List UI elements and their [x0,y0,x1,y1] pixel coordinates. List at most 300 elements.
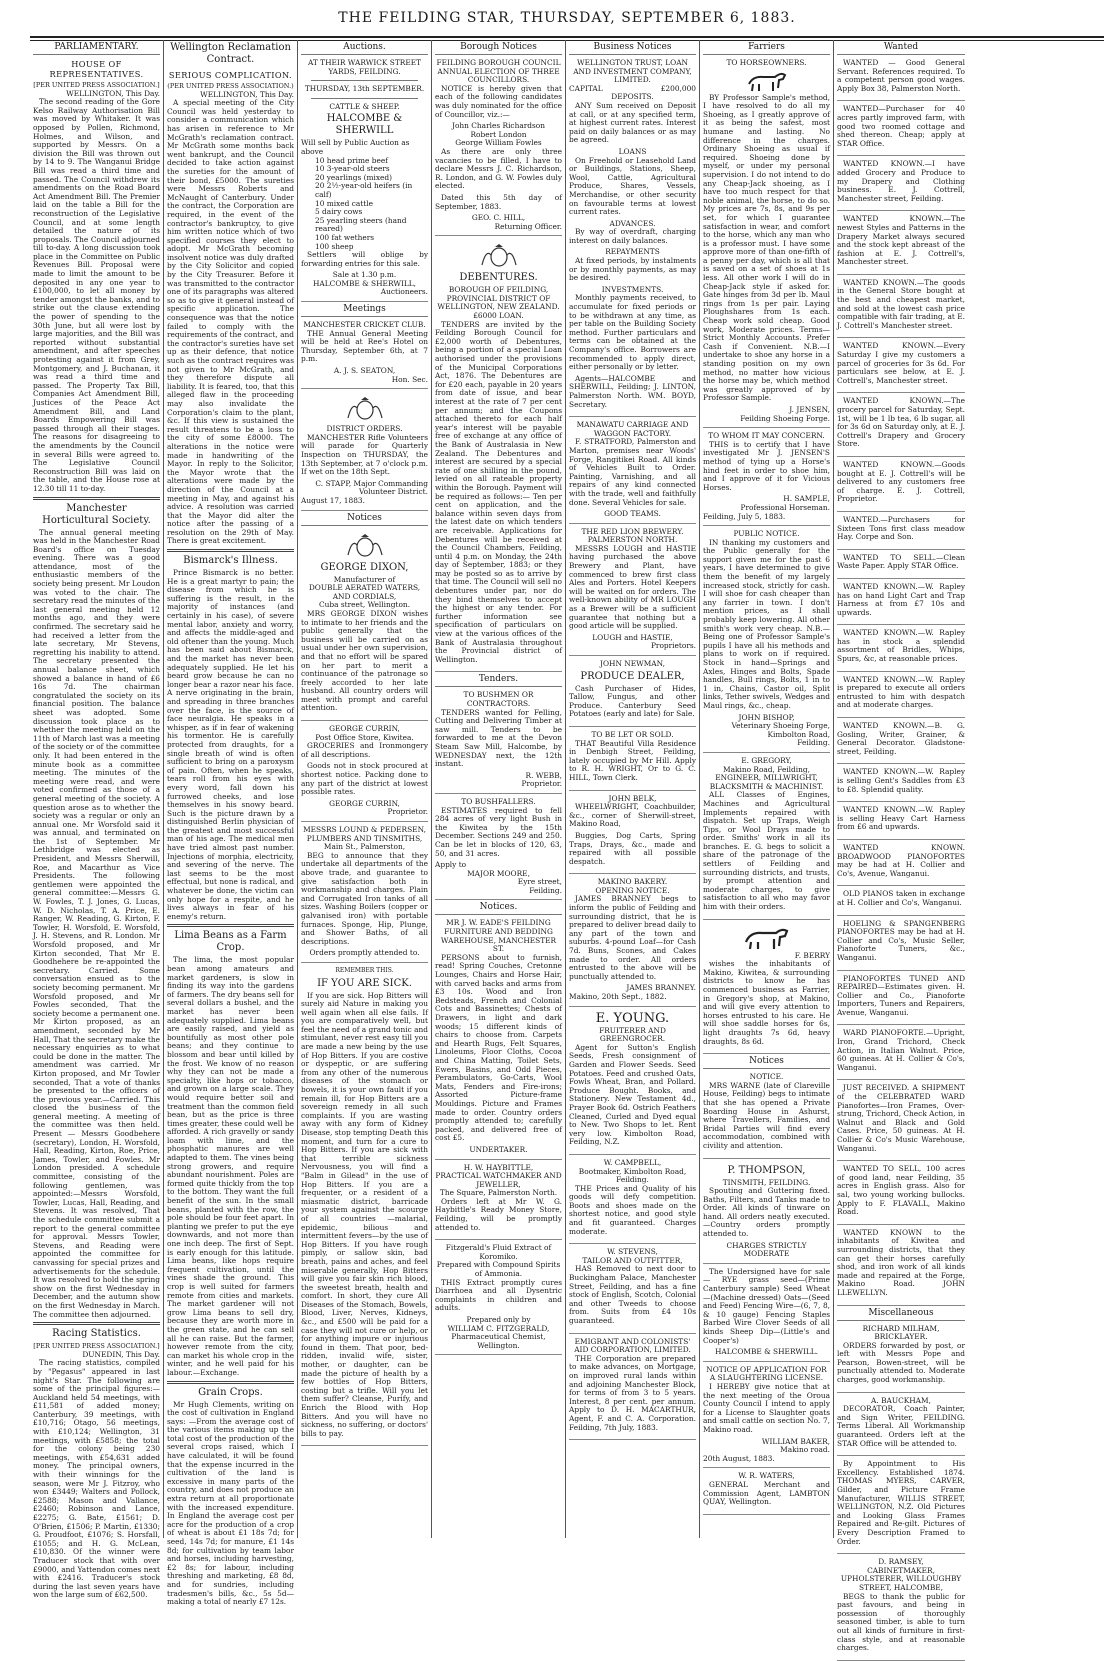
ad-line: Makino Road, Feilding, [723,764,810,774]
warne-ad [703,1071,830,1158]
ad-body: Spouting and Guttering fixed. Baths, Filters, and Tanks made to Order. All kinds of tinware on hand. All orders neatly executed.—Country orders promptly attended to. [703,1186,830,1239]
dateline: DUNEDIN, This Day. [82,1349,160,1359]
ad-sign: Volunteer District. [359,487,428,497]
ad-line: CATTLE & SHEEP. [329,101,400,111]
ad-body: BEG to announce that they undertake all departments of the above trade, and guarantee to give satisfaction both in workmanship and charges. Plain and Corrugated Iron tanks of all sizes. Washing Boilers (copper or galvanised iron) with portable furnaces. Sponge, Hip, Plunge, and Shower Baths, of all descriptions. [301,850,428,946]
ad-body: I HEREBY give notice that at the next meeting of the Oroua County Council I intend to apply for a License to Slaughter goats and small cattle on section No. 7, Makino road. [703,1381,830,1434]
column-4 [432,40,566,1538]
wanted-ad [837,627,965,671]
ad-line: Manufacturer of [333,574,396,584]
ad-title: RICHARD MILHAM, [862,1323,940,1333]
ad-title: P. THOMPSON, [727,1164,806,1176]
candidate-name: George William Fowles [455,138,542,148]
ad-body: WANTED KNOWN.—W. Rapley has in stock a splendid assortment of Bridles, Whips, Spurs, &c, at reasonable prices. [837,628,965,664]
ad-sign: Proprietor. [387,807,428,817]
ad-body: By Appointment to His Excellency. Established 1874. THOMAS MYERS, CARVER, Gilder, and Picture Frame Manufacturer, WILLIS STREET, WELLINGTON, N.Z. Old Pictures and Looking Glass Frames Repaired and Re-gilt. Pictures of Every Description Framed to Order. [837,1459,965,1546]
slaughter-ad [703,1364,830,1469]
ad-body: HOELING & SPANGENBERG PIANOFORTES may be had at H. Collier and Co's, Music Seller, Pianoforte Tuners, &c., Wanganui. [837,918,965,962]
column-1 [30,40,164,1600]
royal-crest-icon [342,396,388,422]
ad-body: WANTED KNOWN.—The grocery parcel for Saturday, Sept. 1st, will be 1 lb tea, 6 lb sugar, all for 3s 6d on Saturday only, at E. J. Cottrell's Drapery and Grocery Store. [837,396,965,449]
myers-ad [837,1458,965,1554]
column-2 [164,40,298,1607]
ad-title: F. BERRY [794,950,830,960]
ad-body: JUST RECEIVED. A SHIPMENT of the CELEBRATED WARD Pianofortes—Iron Frames, Over-strung, Trichord, Check Action, in Walnut and Black and Gold Cases. Price, 50 guineas. At H. Collier & Co's Music Warehouse, Wanganui. [837,1083,965,1153]
ad-title: NOTICE. [749,1072,784,1082]
thompson-ad [703,1161,830,1264]
lot-item: 100 fat wethers [315,232,375,242]
ad-body: WANTED TO SELL, 100 acres of good land, near Feilding, 35 acres in English grass. Also for sal, two young working bullocks. Apply to F. FLAVALL, Makino Road. [837,1164,965,1217]
ad-body: Buggies, Dog Carts, Spring Traps, Drays, &c., made and repaired with all possible despatch. [569,830,696,866]
ad-body: F. STRATFORD, Palmerston and Marton, premises near Woods' Forge, Rangitikei Road. All kinds of Vehicles Built to Order. Painting, Varnishing, and all repairs of any kind connected with the trade, well and faithfully done. Several Vehicles for sale. [569,437,696,507]
campbell-ad [569,1157,696,1244]
ad-subtitle: DEPOSITS. [611,92,654,102]
piano-ad [837,973,965,1026]
bishop-ad [703,528,830,753]
article-heading: Bismarck's Illness. [183,555,278,567]
ad-date: 20th August, 1883. [703,1453,775,1463]
ad-body: BEGS to thank the public for past favours, and being in possession of thoroughly seasoned timber, is able to turn out all kinds of furniture in first-class style, and at reasonable charges. [837,1591,965,1653]
divider [167,1381,294,1384]
ad-sign: Proprietor. [521,779,562,789]
divider [167,549,294,552]
column-7 [834,40,968,1653]
ad-subtitle: TINSMITH, FEILDING. [722,1177,811,1187]
ad-sign: WILLIAM BAKER, [761,1436,830,1446]
ad-date: August 17, 1883. [301,495,365,505]
ad-body: ALL Classes of Engines, Machines and Agricultural Implements repaired with dispatch. Set up Traps, Weigh Tips, or Wool Drays made to order. Smiths' work in all its branches. E. G. begs to solicit a share of the patronage of the settlers of Feilding and surrounding districts, and trusts, by prompt attention and moderate charges, to give satisfaction to all who may favor him with their orders. [703,790,830,912]
wanted-ad [837,674,965,718]
fitzgerald-ad [435,1242,562,1355]
trust-company-ad [569,57,696,417]
ad-date: Feilding, July 5, 1883. [703,511,786,521]
forge-ad [837,1227,965,1306]
ad-line: UNDERTAKER. [469,1144,528,1154]
auction-ad [301,57,428,302]
ad-title: EMIGRANT AND COLONISTS' AID CORPORATION, LIMITED. [574,1336,691,1355]
ad-body: WANTED—Purchaser for 40 acres partly improved farm, with good two roomed cottage and shed thereon. Cheap; apply at STAR Office. [837,104,965,148]
ad-sign: Veterinary Shoeing Forge, [731,721,830,731]
ad-sign: A. J. S. SEATON, [333,366,396,376]
ad-body: WANTED KNOWN to the inhabitants of Kiwitea and surrounding districts, that they can get their horses carefully shod, and iron work of all kinds made and repaired at the Forge, Makino Road. JOHN LLEWELLYN. [837,1227,965,1297]
ad-subtitle: PRODUCE DEALER, [580,670,685,682]
ad-body: NOTICE is hereby given that each of the following candidates was duly nominated for the office of Councillor, viz.:— [435,83,562,119]
ad-subtitle: OPENING NOTICE. [595,885,670,895]
section-heading: Auctions. [301,42,428,55]
lot-item: 20 2½-year-old heifers (in calf) [315,181,413,199]
article-body: A special meeting of the City Council was held yesterday to consider a communication which has arisen in reference to Mr McGrath's reclamation contract. Mr McGrath some months back went bankrupt, and the Council decided to take action against the sureties for the amount of their bond, £5000. The sureties were Messrs Roberts and McNaught of Canterbury. Under the contract, the Corporation are required, in the event of the contractor's bankruptcy, to give him written notice which of two specified courses they elect to adopt. Mr McGrath becoming insolvent notice was duly drafted by the City Solicitor and copied by the City Treasurer. Before it was transmitted to the contractor one of its paragraphs was altered so as to give it general instead of specific application. The consequence was that the notice failed to comply with the requirements of the contract, and the contractor's sureties have set up as their defence, that notice such as the contract requires was not given to Mr McGrath, and they therefore dispute all liability. It is feared, too, that this alleged flaw in the proceeding may also invalidate the Corporation's claim to the plant, &c. If this view is sustained the result threatens to be a loss to the city of some £8000. The alterations in the notice were made in handwriting of the Mayor. In reply to the Solicitor, the Mayor wrote that the alterations were made by the direction of the Council at a meeting in May, and against his advice. A resolution was carried that the Mayor did alter the notice after the passing of a resolution on the 29th of May. There is great excitement. [167,98,294,546]
newspaper-columns [30,40,1104,1653]
ad-sign: MAJOR MOORE, [467,868,530,878]
ad-title: MANCHESTER CRICKET CLUB. [303,320,426,330]
ad-subtitle: PALMERSTON NORTH. [587,535,678,545]
ad-line: PLUMBERS AND TINSMITHS, [306,833,423,843]
ad-line: The Square, Palmerston North. [439,1188,558,1198]
let-ad [569,729,696,791]
column-3 [298,40,432,1538]
ad-body: MRS WARNE (late of Clareville House, Feilding) begs to intimate that she has opened a Private Boarding House in Ashurst, where Travellers, Families, and Bridal Parties will find every accommodation, combined with civility and attention. [703,1080,830,1150]
young-ad [569,1009,696,1155]
article-body: The annual general meeting was held in the Manchester Road Board's office on Tuesday evening. There was a good attendance, most of the enthusiastic members of the society being present. Mr Loudon was voted to the chair. The secretary read the minutes of the last general meeting held 12 months ago, and they were confirmed. The secretary said he had received a letter from the late secretary, Mr Stevens, regretting his inability to attend. The secretary presented the annual balance sheet, which showed a balance in hand of £6 16s 7d. The chairman congratulated the society on its financial position. The balance sheet was adopted. Some discussion took place as to whether the meeting held on the 11th of March last was a meeting of the society or of the committee only. It had been entered in the minute book as a committee meeting. The minutes of the meeting were read, and were voted confirmed as those of a general meeting of the society. A question arose as to whether the society was a regular or only an annual one. Mr Worsfold said it was annual, and terminated on the 1st of September. Mr Lethbridge was elected as President, and Messrs Sherwill, Roe, and Macarthur as Vice Presidents. The following gentlemen were appointed the general committee:—Messrs G. W. Fowles, T. J. Jones, G. Lucas, W. D. Nicholas, T. A. Price, E. Ranger, W. Reading, G. Kirton, F. Towler, H. Worsfold, E. Worsfold, J. H. Stevens, and R. London. Mr Worsfold proposed, and Mr Kirton seconded, That Mr E. Goodhehere be re-appointed the secretary. Carried. Some conversation ensued as to the society becoming permanent. Mr Worsfold proposed, and Mr Fowles seconded, That the society become a permanent one. Mr Kirton proposed, as an amendment, seconded by Mr Hall, That the secretary make the necessary enquiries as to what could be done in the matter. The amendment was carried. Mr Kirton proposed, and Mr Towler seconded, That a vote of thanks be presented to the officers of the previous year.—Carried. This closed the business of the general meeting. A meeting of the committee was then held. Present — Messrs Goodbehere (secretary), London, H. Worsfold, Hall, Reading, Kirton, Roe, Price, James, Towler, and Fowles. Mr London presided. A schedule committee, consisting of the following gentlemen, was appointed:—Messrs Worsfold, Towler, Lucas, Hall, Reading, and Stevens. It was resolved, That the schedule committee submit a report to the general committee for approval. Messrs Towler, Stevens, and Reading were appointed the committee for canvassing for special prizes and advertisements for the schedule. It was resolved to hold the spring show on the first Wednesday in December, and the autumn show on the first Wednesday in March. The committee then adjourned. [33,527,160,1319]
ad-subtitle: ENGINEER, MILLWRIGHT, BLACKSMITH & MACHINIST. [709,773,824,791]
ad-line: CHARGES STRICTLY MODERATE [726,1240,807,1259]
ad-title: MR J. W. EADE'S FEILDING FURNITURE AND BEDDING WAREHOUSE, MANCHESTER ST. [440,918,557,954]
dateline: WELLINGTON, This Day. [200,89,294,99]
ad-title: TO BE LET OR SOLD. [591,729,674,739]
lot-item: 20 yearlings (mixed) [315,172,393,182]
horse-icon [745,70,789,92]
ad-note: Settlers will oblige by forwarding entries for this sale. [301,250,428,268]
section-heading: Business Notices [569,42,696,55]
divider [167,924,294,927]
lot-item: 5 dairy cows [315,207,363,217]
article-heading: Lima Beans as a Farm Crop. [174,930,287,954]
ad-body: HAS Removed to next door to Buckingham Palace, Manchester Street, Feilding, and has a fine stock of English, Scotch, Colonial and other Tweeds to choose from. Suits from £4 10s guaranteed. [569,1264,696,1325]
ad-line: DOUBLE AERATED WATERS, AND CORDIALS, [308,583,421,601]
haybittle-ad [435,1162,562,1241]
newman-ad [569,658,696,727]
firm-name: HALCOMBE & SHERWILL [326,113,403,137]
ad-body: Agent for Sutton's English Seeds, Fresh consignment of Garden and Flower Seeds. Seed Potatoes. Feed and crushed Oats, Fowls Wheat, Bran, and Pollard. Produce Bought. Books, and Stationery. New Testament 4d., Prayer Book 6d. Ostrich Feathers Cleaned, Curled and Dyed equal to New. Two Shops to let. Rent very low. Kimbolton Road, Feilding, N.Z. [569,1042,696,1147]
ad-title: JOHN BELK, [608,793,657,803]
ad-body: Orders left at Mr W. G. Haybittle's Ready Money Store, Feilding, will be promptly attended to. [435,1196,562,1232]
ad-subtitle: BRICKLAYER. [874,1332,928,1342]
ad-title: H. W. HAYBITTLE, [463,1162,534,1172]
waters-ad [703,1470,830,1514]
lot-item: 10 mixed cattle [315,198,373,208]
piano-ad [837,1082,965,1161]
section-heading: Notices [301,513,428,526]
ad-body: THE Annual General Meeting will be held at Ree's Hotel on Thursday, September 6th, at 7 p.m. [301,328,428,364]
lot-item: 25 yearling steers (hand reared) [315,215,407,234]
capital-value: £200,000 [660,83,696,93]
wanted-ad [837,277,965,339]
ad-title: FEILDING BOROUGH COUNCIL [436,58,561,67]
wanted-ad [837,158,965,211]
ad-title: DISTRICT ORDERS. [326,424,403,434]
column-6 [700,40,834,1538]
ad-line: AT THEIR WARWICK STREET [307,58,422,67]
ad-subtitle: ANNUAL ELECTION OF THREE COUNCILLORS. [437,66,560,85]
ad-sign: Feilding. [797,738,830,748]
ad-lead: Will sell by Public Auction as above [301,138,410,156]
ad-sign: Pharmaceutical Chemist, Wellington. [451,1332,546,1350]
ad-line: Cuba street, Wellington. [318,600,411,610]
ad-body: Agents—HALCOMBE and SHERWILL, Feilding; J. LINTON, Palmerston North. WM. BOYD, Secretary. [569,373,696,409]
ad-sign: Apply to [435,860,467,870]
ad-title: TO BUSHMEN OR CONTRACTORS. [463,690,534,708]
ad-subtitle: TAILOR AND OUTFITTER, [582,1255,683,1265]
ad-title: PUBLIC NOTICE. [733,529,800,539]
section-heading: Meetings [301,304,428,317]
wanted-ad [837,213,965,275]
ad-date: Makino, 20th Sept., 1882. [569,992,667,1001]
ad-body: WANTED KNOWN.—The newest Styles and Patterns in the Drapery Market always secured and the stock kept abreast of the fashion at E. J. Cottrell's, Manchester street. [837,214,965,267]
wanted-ad [837,395,965,457]
ad-sign: Kimbolton Road, [767,729,830,739]
ad-body: WANTED KNOWN.—Goods bought at E. J. Cottrell's will be delivered to any customers free of charge. E. J. Cottrell, Proprietor. [837,459,965,504]
ad-title: TO WHOM IT MAY CONCERN. [708,431,825,441]
ad-line: THURSDAY, 13th SEPTEMBER. [304,84,425,94]
ad-subtitle: ADVANCES. [609,218,656,228]
ad-subtitle: INVESTMENTS. [601,284,664,294]
ad-body: Dated this 5th day of September, 1883. [435,192,562,211]
ad-sign: Makino road. [780,1445,830,1455]
press-line: [PER UNITED PRESS ASSOCIATION.] [33,81,160,89]
ad-title: MANAWATU CARRIAGE AND WAGGON FACTORY. [576,420,689,438]
horse-icon [742,926,792,950]
wanted-ad [837,514,965,550]
ad-sign: Feilding. [529,885,562,895]
ad-subtitle: CABINETMAKER, UPHOLSTERER, WILLOUGHBY STREET, HALCOMBE, [840,1565,962,1592]
gregory-ad [703,755,830,920]
capital-label: CAPITAL [569,83,603,93]
divider [311,80,418,81]
ad-body: ANY Sum received on Deposit at call, or at any specified term, at highest current rates. Interest paid on daily balances or as may be agreed. [569,100,696,145]
ad-body: PERSONS about to furnish, read! Spring Couches, Cretonne Lounges, Chairs and Horse Hair, with carved backs and arms from £3 10s. Wood and Iron Bedsteads, French and Colonial Cots and Bassinettes; Chests of Drawers, in light and dark woods; 15 different kinds of chairs to choose from. Carpets and Hearth Rugs, Felt Squares, Linoleums, Floor Cloths, Cocoa and China Matting, Toilet Sets, Ewers, Basins, and Odd Pieces, Perambulators, Go-Carts, Wool Mats, Fenders and Fire-irons; Assorted Picture-frame Mouldings. Picture and Frames made to order. Country orders promptly attended to; carefully packed, and delivered free of cost £5. [435,952,562,1143]
article-body: The second reading of the Gore Kelso Railway Authorisation Bill was moved by Whitaker. It was opposed by Pollen, Richmond, Holmes, and Wilson, and supported by Messrs. On a division the Bill was thrown out by 14 to 9. The Wanganui Bridge Bill was read a third time and passed. The Council withdrew its amendments on the Road Board Act Amendment Bill. The Premier laid on the table a Bill for the reconstruction of the Legislative Council, and at some length detailed the nature of its proposals. The Council adjourned till to-day. A long discussion took place in the Committee on Public Revenues Bill. Proposal were made to limit the amount to be deposited in any one year to £100,000, to let all money by tender amongst the banks, and to strike out the clause extending the power of spending to the 30th June, but all were lost by large majorities, and the Bill was reported without substantial amendment, and after speeches protesting against it from Grey, Montgomery, and J. Buchanan, it was read a third time and passed. The Property Tax Bill, Companies Act Amendment Bill, Justices of the Peace Act Amendment Bill, and Land Boards Empowering Bill was passed through all their stages. The reasons for disagreeing to the amendments by the Council in several Bills were agreed to. The Legislative Council Reconstruction Bill was laid on the table, and the House rose at 12.30 till 11 to-day. [33,97,160,493]
hop-bitters-ad [301,965,428,1446]
ad-title: Fitzgerald's Fluid Extract of Koromiko. [445,1243,552,1261]
sample-ad [703,430,830,526]
ad-subtitle: LOANS [618,146,647,156]
ad-body: Monthly payments received, to accumulate for fixed periods or to be withdrawn at any time, as per table on the Building Society method. Further particulars and terms can be obtained at the Company's office. Borrowers are recommended to apply direct, either personally or by letter. [569,293,696,372]
ad-body: MESSRS LOUGH and HASTIE having purchased the above Brewery and Plant, have commenced to brew first class Ales and Porters. Hotel Keepers will be waited on for orders. The well-known ability of MR LOUGH as a Brewer will be a sufficient guarantee that nothing but a good article will be supplied. [569,543,696,631]
ad-sign: C. STAPP, Major Commanding [315,478,428,488]
debentures-notice [435,238,562,672]
ad-subtitle: Prepared with Compound Spirits of Ammonia. [436,1260,561,1279]
ad-body: WANTED KNOWN.—W. Rapley has on hand Light Cart and Trap Harness at from £7 10s and upwards. [837,581,965,617]
ad-body: WANTED KNOWN.—The goods in the General Store bought at the best and cheapest market, and sold at the lowest cash price compatible with fair trading, at E. J. Cottrell's Manchester street. [837,277,965,330]
wanted-ad [837,459,965,512]
carriage-factory-ad [569,419,696,524]
ad-sign: GEO. C. HILL, [471,213,526,223]
ad-sign: Prepared only by [466,1315,531,1324]
loan-amount: £6000 LOAN. [473,311,524,321]
berry-ad [703,922,830,1055]
ad-body: WANTED KNOWN.—B. G. Gosling, Writer, Grainer, & General Decorator. Gladstone-street, Feilding. [837,721,965,756]
ad-line: Main St., Palmerston, [323,842,406,852]
ad-body: By way of overdraft, charging interest on daily balances. [569,227,696,245]
ad-body: ESTIMATES required to fell 284 acres of very light Bush in the Kiwitea by the 15th December. Sections 249 and 250. Can be let in blocks of 120, 63, 50, and 31 acres. [435,805,562,858]
ad-body: THIS Extract promptly cures Diarrhoea and all Dysentric complaints in children and adults. [435,1277,562,1313]
ad-body: ORDERS forwarded by post, or left with Messrs Pope and Pearson, Bowen-street, will be punctually attended to. Moderate charges, good workmanship. [837,1340,965,1385]
ad-sign: HALCOMBE & SHERWILL. [714,1347,819,1357]
ad-title: DEBENTURES. [459,272,538,284]
ad-subtitle: FRUITERER AND GREENGROCER. [599,1025,666,1044]
article-heading: Racing Statistics. [52,1328,141,1340]
ad-sign: HALCOMBE & SHERWILL, [312,278,417,288]
ad-body: OLD PIANOS taken in exchange at H. Collier and Co's, Wanganui. [837,889,965,907]
article-body: Prince Bismarck is no better. He is a great martyr to pain; the disease from which he is suffering is the result, in the majority of instances (and certainly in his case), of severe mental labor, anxiety and worry, and affects the middle-aged and old oftener than the young. Much has been said about Bismarck, and the market has never been adequately supplied. He let his beard grow because he can no longer bear a razor near his face. A nerve originating in the brain, and spreading in three branches over the face, is the source of face neuralgia. He speaks in a whisper, as if in fear of wakening his tormentor. He is carefully protected from draughts, for a single breath of wind is often sufficient to bring on a paroxysm of pain. Often, when he speaks, tears roll from his eyes with every word, fall down his furrowed cheeks, and lose themselves in his snowy beard. Such is the picture drawn by a distinguished Berlin physician of the greatest and most successful man of his age. The medical men have tried almost past number. Injections of morphia, electricity, and severing of the nerve. The last seems to be the most effectual, but none is radical, and whatever be done, the victim can only hope for a respite, and he lives always in fear of his enemy's return. [167,568,294,921]
lot-item: 100 sheep [315,241,354,251]
wanted-ad [837,720,965,764]
ad-body: THE Prices and Quality of his goods will defy competition. Boots and shoes made on the shortest notice, and good style and fit guaranteed. Charges moderate. [569,1183,696,1236]
ad-body: Goods not in stock procured at shortest notice. Packing done to any part of the district at lowest possible rates. [301,761,428,797]
ad-body: GROCERIES and Ironmongery of all descriptions. [301,741,428,759]
ad-body: TENDERS wanted for Felling, Cutting and Delivering Timber at saw mill. Tenders to be forwarded to me at the Devon Steam Saw Mill, Halcombe, by WEDNESDAY next, the 12th instant. [435,707,562,769]
ad-line: REMEMBER THIS. [335,966,394,974]
ad-body: WANTED KNOWN. BROADWOOD PIANOFORTES may be had at H. Collier and Co's, Avenue, Wanganui. [837,842,965,878]
orders-ad [301,391,428,510]
milham-ad [837,1323,965,1393]
ad-body: As there are only three vacancies to be filled, I have to declare Messrs J. C. Richardson, R. London, and G. W. Fowles duly elected. [435,146,562,191]
ad-sign: Auctioneers. [380,287,428,297]
ad-line: Sale at 1.30 p.m. [332,270,397,280]
ad-title: GEORGE DIXON, [320,561,409,573]
ad-title: IF YOU ARE SICK. [317,977,412,989]
currin-ad [301,723,428,822]
jensen-ad [703,57,830,428]
ramsey-ad [837,1556,965,1661]
ad-body: DECORATOR, Coach Painter, and Sign Writer, FEILDING. Terms Liberal. All Workmanship guaranteed. Orders left at the STAR Office will be attended to. [837,1404,965,1448]
article-subheading: SERIOUS COMPLICATION. [168,70,293,80]
piano-ad [837,842,965,886]
ad-sign: GEORGE CURRIN, [329,798,400,808]
piano-ad [837,888,965,915]
ad-title: E. YOUNG. [595,1010,670,1026]
ad-body: JAMES BRANNEY begs to inform the public of Feilding and surrounding district, that he is prepared to deliver bread daily to any part of the town and suburbs. 4-pound Loaf—for Cash 7d. Buns, Scones, and Cakes made to order. All orders entrusted to the above will be punctually attended to. [569,894,696,981]
ad-body: MANCHESTER Rifle Volunteers will parade for Quarterly Inspection on THURSDAY, the 13th September, at 7 o'clock p.m. If wet on the 18th Sept. [301,432,428,477]
wanted-ad [837,57,965,101]
wanted-ad [837,766,965,802]
ad-body: The Undersigned have for sale— RYE grass seed—(Prime Canterbury sample) Seed Wheat—(Machine dressed) Oats—(Seed and Feed) Fencing Wire—(6, 7, 8, & 10 gauge) Fencing Staples Barbed Wire Clover Seeds of all kinds Sheep Dip—(Little's and Cooper's) [703,1266,830,1345]
ad-body: On Freehold or Leasehold Land or Buildings, Stations, Sheep, Wool, Cattle, Agricultural Produce, Shares, Vessels, Merchandise, or other security on favourable terms at lowest current rates. [569,155,696,217]
section-heading: PARLIAMENTARY. [33,42,160,55]
wanted-ad [837,804,965,840]
bauckham-ad [837,1395,965,1457]
ad-title: W. R. WATERS, [738,1471,795,1481]
dateline: WELLINGTON, This Day. [66,88,160,98]
ad-title: TO HORSEOWNERS. [726,58,807,67]
column-5 [566,40,700,1538]
eade-ad [435,917,562,1159]
article-heading: Manchester Horticultural Society. [42,502,151,526]
ad-sign: Feilding Shoeing Forge. [740,413,830,423]
ad-body: THIS is to certify that I have investigated Mr J. JENSEN'S method of tying up a Horse's hind feet in order to shoe him, and I approve of it for Vicious Horses. [703,439,830,492]
bakery-ad [569,876,696,1006]
ad-subtitle: BOROUGH OF FEILDING, PROVINCIAL DISTRICT OF WELLINGTON, NEW ZEALAND. [437,285,560,312]
article-heading: Wellington Reclamation Contract. [170,42,291,65]
press-line: [PER UNITED PRESS ASSOCIATION.] [33,1342,160,1351]
ad-title: JOHN NEWMAN, [600,659,665,668]
ad-sign: JAMES BRANNEY. [626,983,696,993]
article-body: The lima, the most popular bean among amateurs and market gardeners, is slow in finding its way into the gardens of farmers. The dry beans sell for several dollars a bushel, and the market has never been adequately supplied. Lima beans are easily raised, and yield as bountifully as most other pole beans; and they continue to blossom and bear until killed by the frost. We know of no reason why they can not be made a specialty, like hops or tobacco, and grown on a large scale. They would require better soil and treatment than the common field bean, but as the price is three times greater, these could well be afforded. A rich gravelly or sandy loam with lime, and the phosphatic manures are well adapted to them. The vines being strong growers, and require abundant nourishment. Poles are formed quite thickly from the top to the bottom. They want the full benefit of the sun. In the small beans, planted with the row, the pole should be four feet apart. In planting we prefer to put the eye downwards, and not more than one inch deep. The first of Sept. is early enough for this latitude. Lima beans, like hops require frequent cultivation, until the vines shade the ground. This crop is well suited for farmers remote from cities and markets. The market gardener will not grow Lima beans to sell dry, because they are worth more in the green state, and he can sell all he can raise. But the farmer, however remote from the city, can market his whole crop in the winter, and he well paid for his labour.—Exchange. [167,955,294,1377]
masthead [30,8,1104,38]
article-body: The racing statistics, compiled by "Pegasus" appeared in last night's Star. The following are some of the principal figures:—Auckland held 54 meetings, with £11,581 of added money; Canterbury, 39 meetings, with £10,716; Otago, 56 meetings, with £10,124; Wellington, 31 meetings, with £5858; the total for the colony being 230 meetings, with £54,631 added money. The principal owners, with their winnings for the season, were Mr J. Fitzroy, who won £3449; Walters and Pollock, £2588; Mason and Vallance, £2460; Robinson and Lance, £2275; G. Bate, £1561; D. O'Brien, £1506; P. Martin, £1330; G. Proudfoot, £1076; S. Horsfall, £1055; and H. G. McLean, £10,830. Of the winner were Traducer stock that with over £9000, and Yattendon comes next with £2416. Traducer's stock during the last seven years have won the large sum of £62,500. [33,1358,160,1600]
ad-title: E. GREGORY, [741,755,792,765]
ad-sign: LOUGH and HASTIE, [592,632,673,642]
royal-crest-icon [476,243,522,269]
ad-title: THE RED LION BREWERY. [581,526,684,536]
ad-sign: Returning Officer. [494,221,562,231]
section-heading: Wanted [837,42,965,55]
press-line: (PER UNITED PRESS ASSOCIATION.) [167,82,294,90]
ad-body: WANTED KNOWN.—I have added Grocery and Produce to my Drapery and Clothing business. E. J. Cottrell, Manchester street, Feilding. [837,159,965,203]
dixon-ad [301,528,428,722]
seed-sale-ad [703,1266,830,1362]
ad-sign: WILLIAM C. FITZGERALD, [447,1323,550,1333]
ad-sign: J. JENSEN, [789,404,830,414]
land-ad [837,1163,965,1225]
ad-title: D. RAMSEY, [878,1557,924,1567]
ad-sign: Eyre street, [517,877,562,887]
ad-body: TENDERS are invited by the Feilding Borough Council for £2,000 worth of Debentures, being a portion of a special Loan authorised under the provisions of the Municipal Corporations Act, 1876. The Debentures are for £20 each, payable in 20 years from date of issue, and bear interest at the rate of 7 per cent per annum; and the Coupons attached thereto for each half year's interest will be payable free of exchange at any office of the Bank of Australasia in New Zealand. The Debentures and interest are secured by a special rate of one shilling in the pound, levied on all rateable property within the Borough. Payment will be required as follows:— Ten per cent on application, and the balance within seven days from the latest date on which tenders are receivable. Applications for Debentures will be received at the Council Chambers, Feilding, until 4 p.m. on Monday, the 24th day of September, 1883; or they may be posted so as to arrive by that time. The Council will sell no debentures under par, nor do they bind themselves to accept the highest or any tender. For further information see specification of particulars on view at the various offices of the Bank of Australasia throughout the Provincial district of Wellington. [435,319,562,664]
ad-body: BY Professor Sample's method, I have resolved to do all my Shoeing, as I greatly approve of it as being the safest, most humane and lasting. No difference in the charges. Ordinary Shoeing as usual if required. Shoeing done by myself, or under my personal supervision. I do not intend to do any Cheap-Jack shoeing, as I have too much respect for that noble animal, the horse, to do so. My prices are 7s, 8s, and 9s per set, for which I guarantee satisfaction in wear, and comfort to the horse, which any man who is a professor must. I have some approve more of than one-fifth of a penny per day, which is all that is saved on a set of shoes at 1s less. All other work I will do in Cheap-Jack style if asked for. Gate hinges from 3d per lb. Maul rings from 1s per pair. Laying Ploughshares from 1s each. Cheap work sold cheap. Good work, Moderate prices. Terms—Strict Monthly Accounts. Prefer Cash if Convenient. N.B.—I undertake to shoe any horse in a standing position on my own method, no matter how vicious the horse may be, which method was greatly approved of by Professor Sample. [703,92,830,403]
ad-sign: Professional Horseman. [740,502,830,512]
ad-body: WANTED KNOWN.—W. Rapley is prepared to execute all orders entrusted to him with despatch and at moderate charges. [837,674,965,710]
ad-line: YARDS, FEILDING. [328,66,401,76]
ad-title: MAKINO BAKERY. [597,877,668,887]
ad-title: W. CAMPBELL, [603,1157,662,1167]
ad-subtitle: Bootmaker, Kimbolton Road, Feilding. [578,1166,687,1185]
article-body: Mr Hugh Clements, writing on the cost of cultivation in England says: —From the average cost of the various items making up the total cost of the production of the several crops raised, which I have calculated, it will be found that the expense incurred in the cultivation of the land is excessive in many parts of the country, and does not produce an extra return at all proportionate with the increased expenditure. In England the average cost per acre for the production of a crop of wheat is about £1 18s 7d; for seed, 14s 7d; for manure, £1 14s 8d; for cultivation by team labor and horses, including harvesting, £2 8s; for labour, including threshing and marketing, £8 8d, and for sundries, including tradesmen's bills, &c., 5s 5d—making a total of nearly £7 12s. [167,1399,294,1607]
ad-title: NOTICE OF APPLICATION FOR A SLAUGHTERING LICENSE. [706,1364,827,1383]
ad-body: Cash Purchaser of Hides, Tallow, Fungus, and other Produce. Canterbury Seed Potatoes (early and late) for Sale. [569,683,696,719]
piano-ad [837,1027,965,1080]
wanted-ad [837,340,965,393]
ad-body: WANTED TO SELL.—Clean Waste Paper. Apply STAR Office. [837,552,965,571]
wanted-ad [837,552,965,579]
ad-sign: H. SAMPLE, [783,494,830,504]
ad-body: PIANOFORTES TUNED AND REPAIRED—Estimates given. H. Collier and Co., Pianoforte Importers, Tuners and Repairers, Avenue, Wanganui. [837,973,965,1017]
ad-body: THE Corporation are prepared to make advances, on Mortgage, on improved rural lands within and adjoining Manchester Block, for terms of from 3 to 5 years. Interest, 8 per cent. per annum. Apply to D. H. MACARTHUR, Agent, F. and C. A. Corporation. Feilding, 7th July, 1883. [569,1353,696,1432]
lot-item: 10 3-year-old steers [315,164,390,174]
ad-body: wishes the inhabitants of Makino, Kiwitea, & surrounding districts to know he has commenced business as Farrier, in Gregory's shop, at Makino, and will give every attention to horses entrusted to his care. He will shoe saddle horses for 6s, light draughts 7s 6d, heavy draughts, 8s 6d. [703,959,830,1046]
ad-subtitle: REPAYMENTS [605,247,660,257]
meeting-ad [301,319,428,389]
ad-body: MRS GEORGE DIXON wishes to intimate to her friends and the public generally that the business will be carried on as usual under her own supervision, and that no effort will be spared on her part to merit a continuance of the patronage so freely accorded to her late husband. All country orders will meet with prompt and careful attention. [301,608,428,713]
ad-title: GEORGE CURRIN, [329,724,400,734]
ad-sign: Proprietors. [650,641,696,651]
ad-line: Orders promptly attended to. [309,948,420,958]
section-heading: Farriers [703,42,830,55]
wanted-ad [837,581,965,625]
divider [33,1322,160,1325]
ad-body: WARD PIANOFORTE.—Upright, Iron, Grand Trichord, Check Action, in Italian Walnut. Price, 60 guineas. At H. Collier & Co's, Wanganui. [837,1028,965,1072]
section-heading: Borough Notices [435,42,562,55]
section-heading: Miscellaneous [837,1308,965,1321]
ad-line: GOOD TEAMS. [604,509,661,519]
ad-title: A. BAUCKHAM, [871,1395,931,1405]
piano-ad [837,918,965,971]
wanted-ad [837,103,965,156]
section-subheading: HOUSE OF REPRESENTATIVES. [49,59,144,79]
ad-body: IN thanking my customers and the Public generally for the support given me for the past 6 years, I have determined to give them the benefit of my largely increased stock, strictly for cash. I will shoe for cash cheaper than any farrier in town. I don't mention prices, as I shall probably keep lowering. All other smith's work very cheap. N.B.—Being one of Professor Sample's pupils I have all his methods and plans to work on if required. Stock in hand—Springs and Axles, Hinges and Bolts, Spade handles, Bull rings, Bolts, 1 in to 1 in, Chains, Castor oil, Split links, Tether swivels, Wedges and Maul rings, &c., cheap. [703,537,830,710]
ad-body: WHEELWRIGHT, Coachbuilder, &c., corner of Sherwill-street, Makino Road, [569,802,696,829]
tender-ad [435,796,562,901]
ad-body: If you are sick. Hop Bitters will surely aid Nature in making you well again when all else fails. If you are comparatively well, but feel the need of a grand tonic and stimulant, never rest easy till you are made a new being by the use of Hop Bitters. If you are costive or dyspeptic, or are suffering from any other of the numerous diseases of the stomach or bowels, it is your own fault if you remain ill, for Hop Bitters are a sovereign remedy in all such complaints. If you are wasting away with any form of Kidney Disease, stop tempting Death this moment, and turn for a cure to Hop Bitters. If you are sick with that terrible sickness Nervousness, you will find a "Balm in Gilead" in the use of Hop Bitters. If you are a frequenter, or a resident of a miasmatic district, barricade your system against the scourge of all countries —malarial, epidemic, bilious and intermittent fevers—by the use of Hop Bitters. If you have rough pimply, or sallow skin, bad breath, pains and aches, and feel miserable generally, Hop Bitters will give you fair skin rich blood, the sweetest breath, health and comfort. In short, they cure All Diseases of the Stomach, Bowels, Blood, Liver, Nerves, Kidneys, &c., and £500 will be paid for a case they will not cure or help, or for anything impure or injurious found in them. That poor, bed-ridden, invalid wife, sister, mother, or daughter, can be made the picture of health by a few bottles of Hop Bitters, costing but a trifle. Will you let them suffer? Cleanse, Purify, and Enrich the Blood with Hop Bitters. And you will have no sickness, no suffering, or doctors' bills to pay. [301,990,428,1438]
section-heading: Notices [703,1056,830,1069]
lound-ad [301,824,428,963]
candidate-name: Robert London [470,129,527,139]
ad-body: At fixed periods, by instalments or by monthly payments, as may be desired. [569,256,696,283]
ad-body: THAT Beautiful Villa Residence in Denbigh Street, Feilding, lately occupied by Mr Hill. Apply to R. H. WRIGHT, Or to G. C. HILL, Town Clerk. [569,738,696,782]
divider [311,98,418,99]
ad-body: WANTED — Good General Servant. References required. To a competent person good wages. Apply Box 38, Palmerston North. [837,58,965,93]
article-heading: Grain Crops. [198,1386,263,1398]
tender-ad [435,689,562,794]
ad-body: GENERAL Merchant and Commission Agent, LAMBTON QUAY, Wellington. [703,1479,830,1507]
ad-title: WELLINGTON TRUST, LOAN AND INVESTMENT COMPANY, LIMITED. [573,58,692,85]
ad-title: TO BUSHFALLERS. [461,796,536,806]
ad-sign: Hon. Sec. [391,374,428,384]
belk-ad [569,793,696,875]
ad-title: MESSRS LOUND & PEDERSEN, [303,825,426,834]
ad-body: WANTED KNOWN.—W. Rapley is selling Heavy Cart Harness from £6 and upwards. [837,805,965,832]
stevens-ad [569,1246,696,1333]
ad-sign: R. WEBB, [525,770,562,780]
